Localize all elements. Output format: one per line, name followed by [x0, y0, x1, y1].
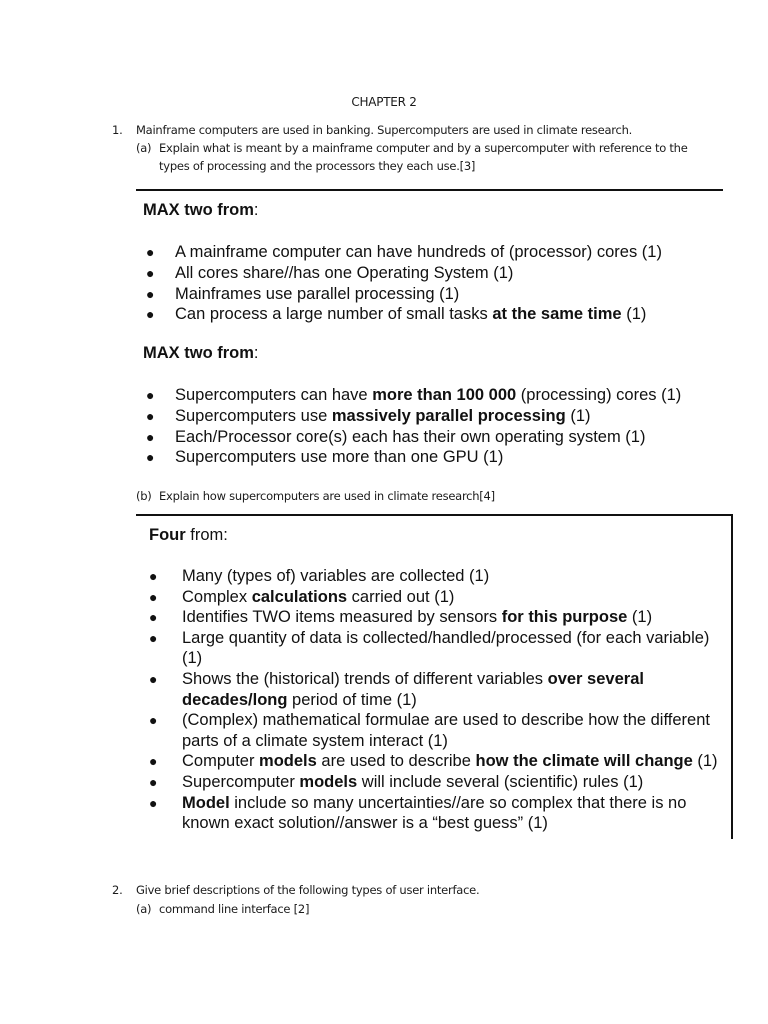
bullet-icon: ●	[149, 609, 158, 626]
list-item: ● Large quantity of data is collected/handled/processed (for each variable) (1)	[149, 628, 710, 668]
bullet-icon: ●	[146, 407, 155, 424]
bullet-icon: ●	[146, 387, 155, 403]
list-item: ● Mainframes use parallel processing (1)	[146, 284, 460, 303]
list-item: ● Many (types of) variables are collected (1)	[149, 567, 490, 585]
question-text: Give brief descriptions of the following types of user interface.	[136, 883, 480, 897]
markscheme-list-climate	[146, 566, 724, 834]
bullet-icon: ●	[149, 712, 158, 729]
markscheme-box-top	[136, 514, 733, 516]
list-item: ● Supercomputer models will include several (scientific) rules (1)	[149, 772, 644, 791]
list-item: ● Each/Processor core(s) each has their own operating system (1)	[146, 427, 646, 446]
list-item: ● Supercomputers can have more than 100 000 (processing) cores (1)	[146, 386, 682, 404]
bullet-icon: ●	[149, 568, 158, 584]
question-text: Mainframe computers are used in banking. Supercomputers are used in climate research.	[136, 123, 633, 137]
list-item: ● All cores share//has one Operating System (1)	[146, 263, 514, 282]
heading-bold: MAX two from	[143, 201, 254, 219]
markscheme-heading: MAX two from:	[143, 344, 259, 362]
subquestion-text: command line interface [2]	[159, 902, 310, 916]
subquestion-label: (a)	[136, 141, 152, 155]
bullet-icon: ●	[149, 670, 158, 687]
markscheme-box-right	[731, 514, 733, 839]
list-item: ● Supercomputers use more than one GPU (1)	[146, 448, 504, 467]
list-item: ● Complex calculations carried out (1)	[149, 587, 455, 606]
markscheme-heading	[143, 201, 259, 220]
bullet-icon: ●	[146, 244, 155, 260]
markscheme-heading: Four from:	[149, 526, 228, 544]
question-number: 1.	[112, 123, 123, 137]
markscheme-list-mainframe	[143, 242, 743, 325]
list-item: ● Computer models are used to describe how the climate will change (1)	[149, 752, 718, 771]
list-item: ● Supercomputers use massively parallel processing (1)	[146, 406, 591, 425]
heading-rest: :	[253, 201, 259, 219]
bullet-icon: ●	[146, 306, 155, 323]
bullet-icon: ●	[149, 588, 158, 605]
subquestion-label: (a)	[136, 902, 152, 916]
bullet-icon: ●	[146, 285, 155, 302]
markscheme-top-rule	[136, 189, 723, 191]
subquestion-text: Explain what is meant by a mainframe computer and by a supercomputer with reference to the types of processing and the processors they each use.[3]	[159, 141, 688, 173]
bullet-icon: ●	[149, 629, 158, 646]
list-item: ● Shows the (historical) trends of different variables over several decades/long period of time (1)	[149, 669, 644, 709]
subquestion-text: Explain how supercomputers are used in climate research[4]	[159, 489, 495, 503]
bullet-icon: ●	[149, 753, 158, 770]
markscheme-list-supercomputer	[143, 385, 743, 468]
bullet-icon: ●	[146, 264, 155, 281]
list-item: ● Can process a large number of small tasks at the same time (1)	[146, 305, 647, 324]
bullet-icon: ●	[146, 428, 155, 445]
question-number: 2.	[112, 883, 123, 897]
list-item: ● Model include so many uncertainties//are so complex that there is no known exact solution//answer is a “best guess” (1)	[149, 793, 687, 833]
subquestion-label: (b)	[136, 489, 152, 503]
list-item: ● Identifies TWO items measured by sensors for this purpose (1)	[149, 608, 653, 627]
bullet-icon: ●	[149, 773, 158, 790]
chapter-title: CHAPTER 2	[351, 95, 417, 109]
bullet-icon: ●	[146, 449, 155, 466]
bullet-icon: ●	[149, 794, 158, 811]
list-item: ● (Complex) mathematical formulae are used to describe how the different parts of a climate system interact (1)	[149, 711, 710, 750]
list-item: ● A mainframe computer can have hundreds of (processor) cores (1)	[146, 243, 662, 261]
